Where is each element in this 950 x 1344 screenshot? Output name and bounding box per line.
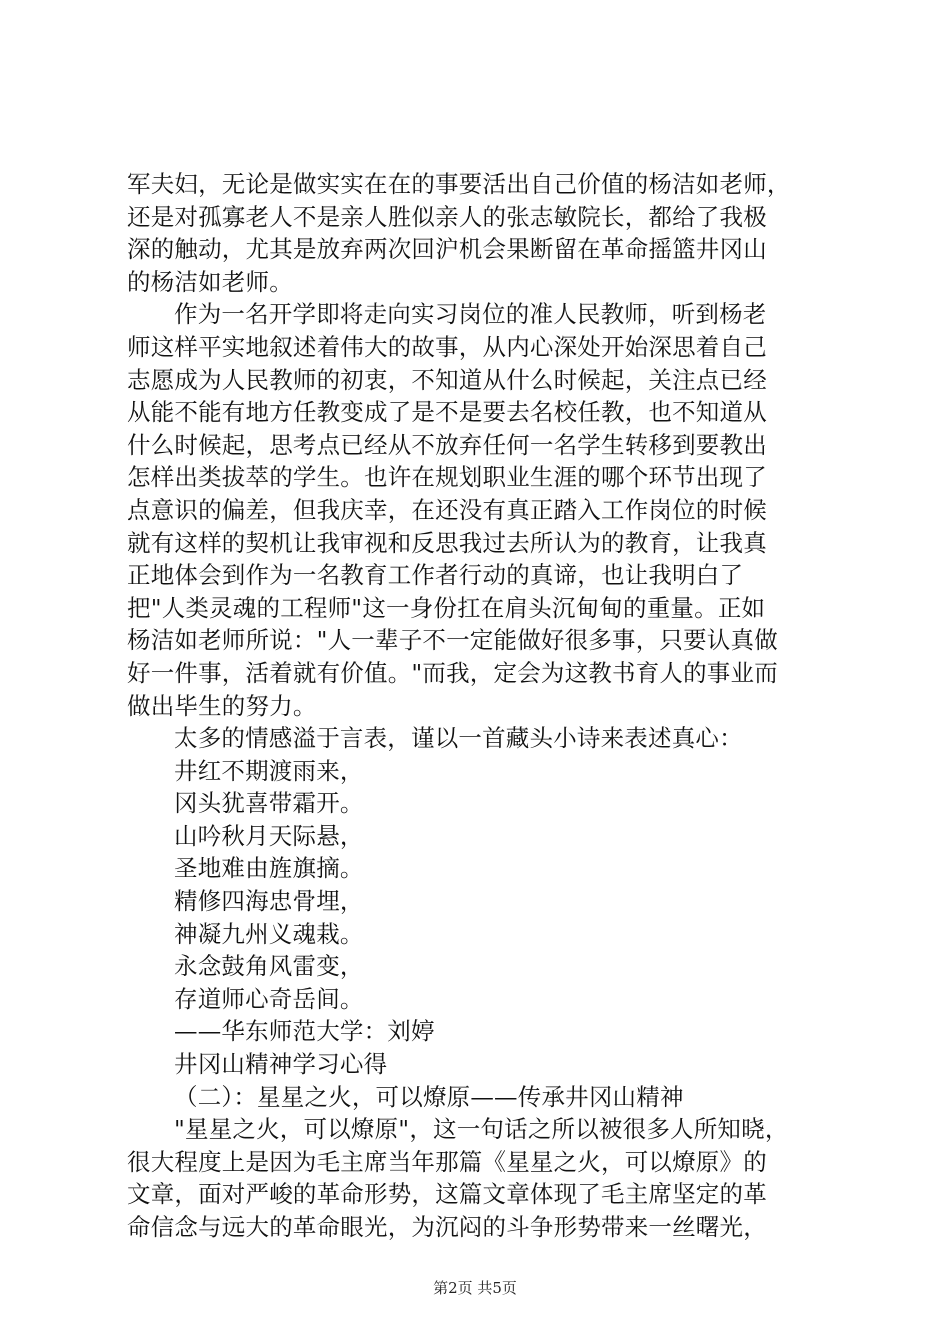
text-line: 把"人类灵魂的工程师"这一身份扛在肩头沉甸甸的重量。正如 <box>127 593 766 622</box>
text-line: 怎样出类拔萃的学生。也许在规划职业生涯的哪个环节出现了 <box>127 463 767 492</box>
text-line: 井红不期渡雨来， <box>174 756 364 785</box>
text-line: 很大程度上是因为毛主席当年那篇《星星之火，可以燎原》的 <box>127 1147 767 1176</box>
text-line: 还是对孤寡老人不是亲人胜似亲人的张志敏院长，都给了我极 <box>127 202 767 231</box>
text-line: 圣地难由旌旗摘。 <box>174 854 364 883</box>
text-line: 杨洁如老师所说："人一辈子不一定能做好很多事，只要认真做 <box>127 626 778 655</box>
text-line: 命信念与远大的革命眼光，为沉闷的斗争形势带来一丝曙光， <box>127 1213 767 1241</box>
text-line: 好一件事，活着就有价值。"而我，定会为这教书育人的事业而 <box>127 658 778 687</box>
text-line: ——华东师范大学：刘婷 <box>174 1017 435 1046</box>
text-line: 从能不能有地方任教变成了是不是要去名校任教，也不知道从 <box>127 398 767 427</box>
text-line: 冈头犹喜带霜开。 <box>174 789 364 818</box>
text-line: 精修四海忠骨埋， <box>174 887 364 916</box>
text-line: 深的触动，尤其是放弃两次回沪机会果断留在革命摇篮井冈山 <box>127 235 767 264</box>
text-line: 永念鼓角风雷变， <box>174 952 364 981</box>
page-footer: 第2页 共5页 <box>433 1279 517 1297</box>
text-line: 军夫妇，无论是做实实在在的事要活出自己价值的杨洁如老师， <box>127 170 791 198</box>
text-line: 正地体会到作为一名教育工作者行动的真谛，也让我明白了 <box>127 561 744 590</box>
text-line: 什么时候起，思考点已经从不放弃任何一名学生转移到要教出 <box>127 430 767 459</box>
text-line: 做出毕生的努力。 <box>127 691 317 720</box>
text-line: 志愿成为人民教师的初衷，不知道从什么时候起，关注点已经 <box>127 365 767 394</box>
text-line: 山吟秋月天际悬， <box>174 821 364 850</box>
text-line: 就有这样的契机让我审视和反思我过去所认为的教育，让我真 <box>127 528 767 557</box>
text-line: 的杨洁如老师。 <box>127 267 293 296</box>
text-line: "星星之火，可以燎原"，这一句话之所以被很多人所知晓， <box>174 1115 789 1144</box>
text-line: 师这样平实地叙述着伟大的故事，从内心深处开始深思着自己 <box>127 332 767 361</box>
text-line: 井冈山精神学习心得 <box>174 1050 388 1079</box>
text-line: 点意识的偏差，但我庆幸，在还没有真正踏入工作岗位的时候 <box>127 495 767 524</box>
document-body <box>127 168 837 1244</box>
text-line: 神凝九州义魂栽。 <box>174 919 364 948</box>
text-line: 太多的情感溢于言表，谨以一首藏头小诗来表述真心： <box>174 724 743 753</box>
text-line: 文章，面对严峻的革命形势，这篇文章体现了毛主席坚定的革 <box>127 1180 767 1209</box>
text-line: （二）：星星之火，可以燎原——传承井冈山精神 <box>174 1082 684 1111</box>
text-line: 存道师心奇岳间。 <box>174 984 364 1013</box>
text-line: 作为一名开学即将走向实习岗位的准人民教师，听到杨老 <box>174 300 767 329</box>
